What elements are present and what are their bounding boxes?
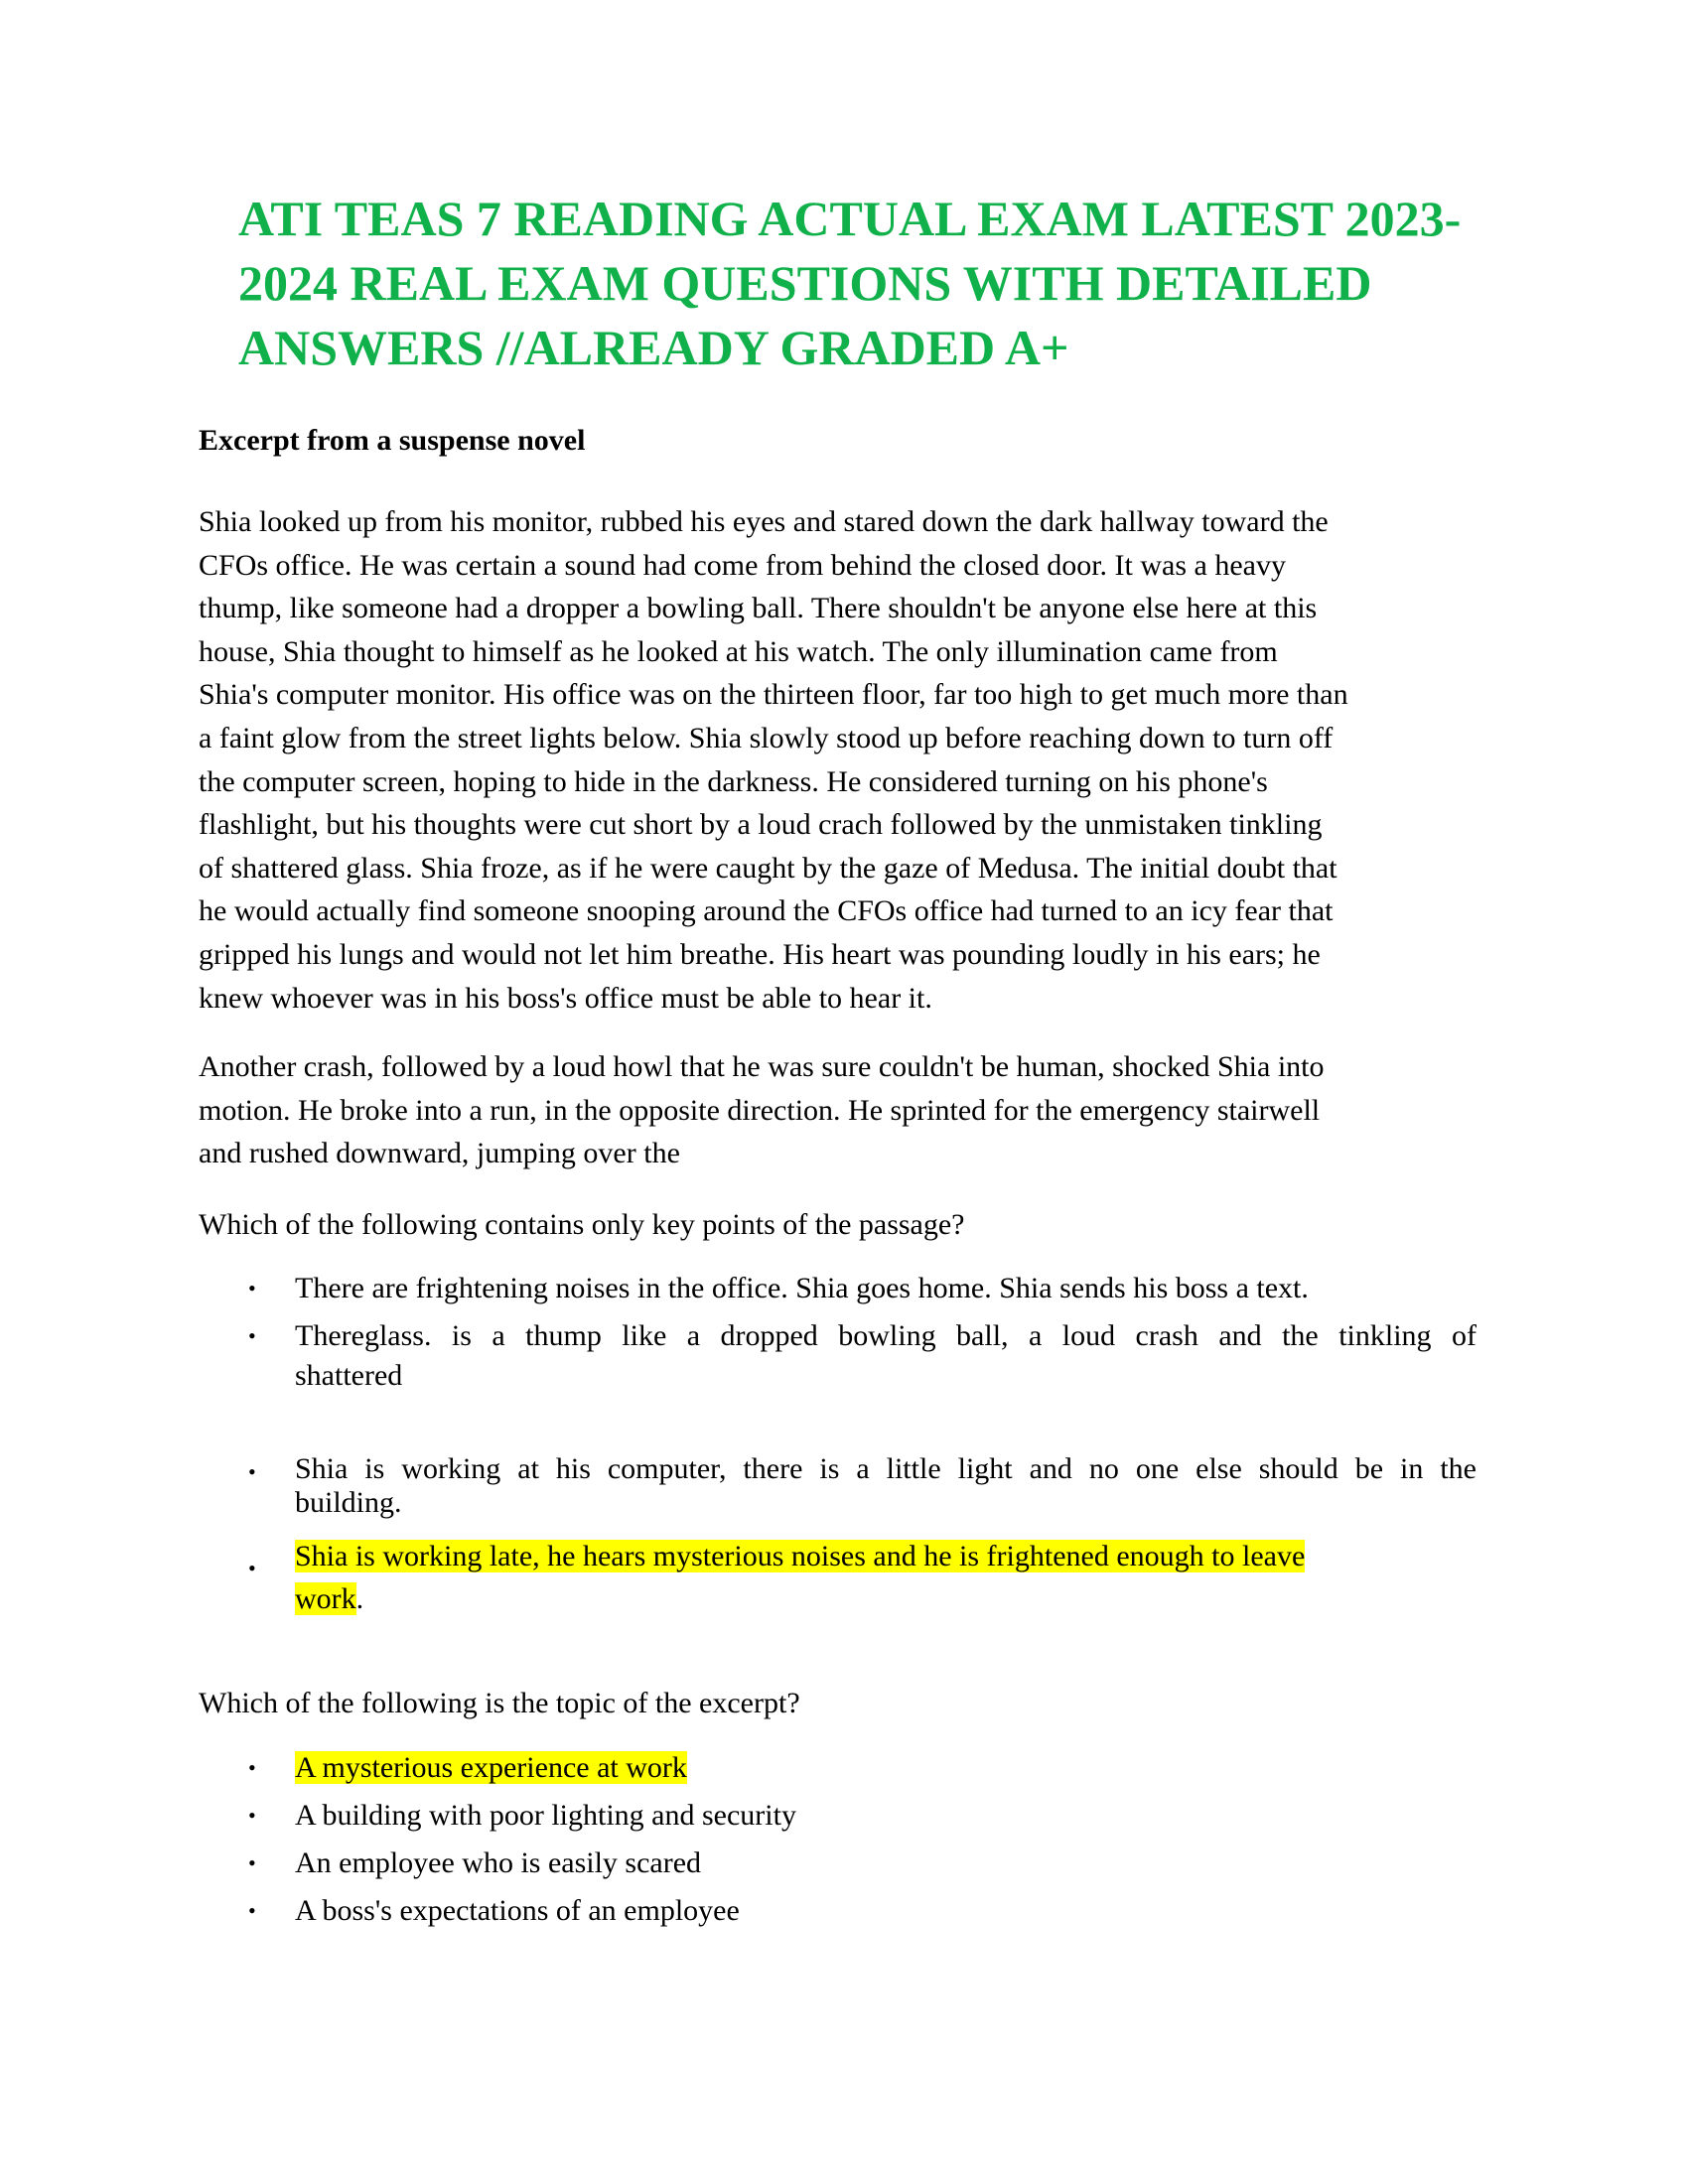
passage-line: and rushed downward, jumping over the — [199, 1137, 680, 1170]
answer-highlight: work — [295, 1582, 356, 1615]
q1-option-2-line: shattered — [295, 1359, 403, 1392]
passage-line: gripped his lungs and would not let him breathe. His heart was pounding loudly in his ears; he — [199, 937, 1321, 971]
passage-line: knew whoever was in his boss's office must be able to hear it. — [199, 981, 932, 1015]
question-2-text: Which of the following is the topic of the excerpt? — [199, 1687, 800, 1719]
q1-option-3-line: Shia is working at his computer, there is a little light and no one else should be in the — [295, 1452, 1477, 1485]
passage-line: CFOs office. He was certain a sound had come from behind the closed door. It was a heavy — [199, 548, 1286, 582]
question-1-text: Which of the following contains only key points of the passage? — [199, 1208, 965, 1241]
q2-option-4: A boss's expectations of an employee — [295, 1894, 740, 1927]
title-line: ATI TEAS 7 READING ACTUAL EXAM LATEST 2023- — [238, 191, 1462, 246]
passage-line: motion. He broke into a run, in the opposite direction. He sprinted for the emergency stairwell — [199, 1093, 1321, 1127]
passage-line: thump, like someone had a dropper a bowling ball. There shouldn't be anyone else here at this — [199, 592, 1318, 625]
answer-highlight: Shia is working late, he hears mysterious noises and he is frightened enough to leave — [295, 1540, 1306, 1572]
passage-line: a faint glow from the street lights below. Shia slowly stood up before reaching down to turn off — [199, 721, 1334, 754]
q2-option-1-correct — [295, 1748, 1477, 1788]
passage-line: of shattered glass. Shia froze, as if he were caught by the gaze of Medusa. The initial doubt that — [199, 851, 1337, 885]
bullet-icon: • — [248, 1459, 256, 1484]
passage-paragraph-1 — [199, 500, 1499, 1020]
passage-paragraph-2 — [199, 1045, 1499, 1175]
q1-option-3-line: building. — [295, 1486, 402, 1519]
passage-line: flashlight, but his thoughts were cut short by a loud crach followed by the unmistaken tinkling — [199, 808, 1323, 842]
passage-line: Shia's computer monitor. His office was on the thirteen floor, far too high to get much more than — [199, 678, 1348, 712]
passage-line: Another crash, followed by a loud howl that he was sure couldn't be human, shocked Shia into — [199, 1050, 1325, 1083]
q1-option-4-period: . — [355, 1582, 364, 1615]
answer-highlight: A mysterious experience at work — [295, 1751, 687, 1784]
bullet-icon: • — [248, 1323, 256, 1348]
q1-option-1: There are frightening noises in the office. Shia goes home. Shia sends his boss a text. — [295, 1272, 1309, 1304]
bullet-icon: • — [248, 1803, 256, 1828]
section-heading: Excerpt from a suspense novel — [199, 424, 586, 457]
passage-line: the computer screen, hoping to hide in the darkness. He considered turning on his phone's — [199, 764, 1268, 798]
bullet-icon: • — [248, 1755, 256, 1780]
bullet-icon: • — [248, 1898, 256, 1923]
bullet-icon: • — [248, 1556, 256, 1580]
title-line: ANSWERS //ALREADY GRADED A+ — [238, 320, 1069, 375]
q1-option-2-line: Thereglass. is a thump like a dropped bowling ball, a loud crash and the tinkling of — [295, 1319, 1477, 1352]
passage-line: Shia looked up from his monitor, rubbed his eyes and stared down the dark hallway toward the — [199, 505, 1329, 538]
bullet-icon: • — [248, 1850, 256, 1875]
document-title — [238, 187, 1489, 380]
passage-line: he would actually find someone snooping around the CFOs office had turned to an icy fear that — [199, 894, 1334, 928]
q2-option-3: An employee who is easily scared — [295, 1846, 702, 1879]
q2-option-2: A building with poor lighting and security — [295, 1799, 796, 1832]
title-line: 2024 REAL EXAM QUESTIONS WITH DETAILED — [238, 255, 1372, 311]
q1-option-4-correct — [295, 1535, 1407, 1620]
q1-option-3 — [295, 1452, 1477, 1520]
passage-line: house, Shia thought to himself as he looked at his watch. The only illumination came from — [199, 634, 1278, 668]
q1-option-2 — [295, 1316, 1477, 1396]
bullet-icon: • — [248, 1276, 256, 1300]
